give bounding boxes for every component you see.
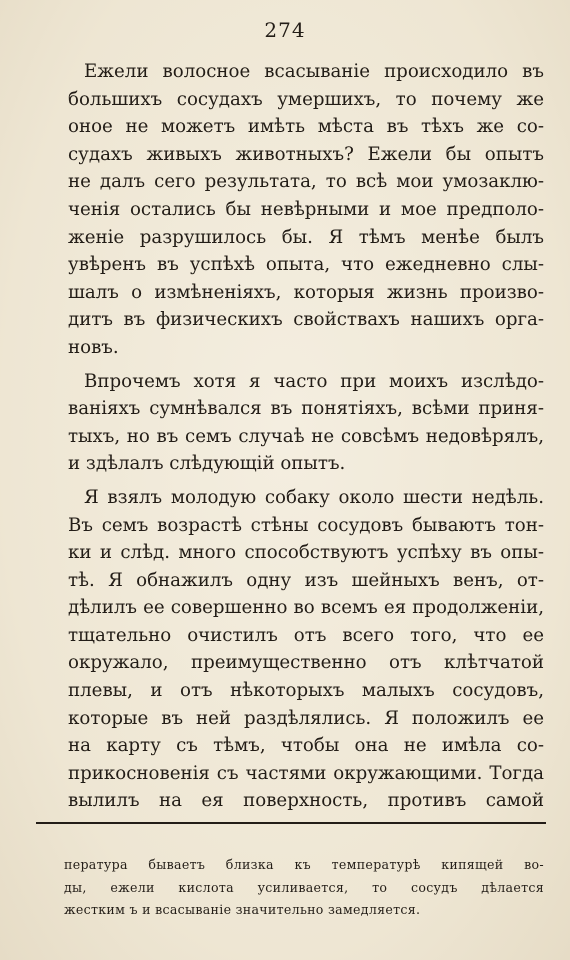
text-line: судахъ живыхъ животныхъ? Ежели бы опытъ (68, 143, 544, 165)
paragraph-2 (68, 368, 544, 478)
footnote-line: пература бываетъ близка къ температурѣ кипящей во- (64, 857, 544, 872)
text-line: дитъ въ физическихъ свойствахъ нашихъ орга- (68, 309, 544, 331)
text-line: Я взялъ молодую собаку около шести недѣль. (84, 486, 544, 508)
page-number: 274 (264, 18, 306, 42)
footnote-divider (36, 822, 546, 824)
text-line: вылилъ на ея поверхность, противъ самой (68, 790, 544, 812)
paragraph-3 (68, 484, 544, 815)
text-line: оное не можетъ имѣть мѣста въ тѣхъ же со- (68, 116, 544, 138)
text-line: шалъ о измѣненiяхъ, которыя жизнь произво- (68, 281, 544, 303)
text-line: Впрочемъ хотя я часто при моихъ изслѣдо- (84, 370, 544, 392)
text-line: не далъ сего результата, то всѣ мои умозаклю- (68, 171, 544, 193)
text-line: ченiя остались бы невѣрными и мое предполо- (68, 198, 544, 220)
text-line: на карту съ тѣмъ, чтобы она не имѣла со- (68, 735, 544, 757)
text-line: тщательно очистилъ отъ всего того, что ее (68, 624, 544, 646)
footnote-line: жестким ъ и всасыванiе значительно замедляется. (64, 902, 421, 917)
text-line: окружало, преимущественно отъ клѣтчатой (68, 652, 544, 674)
text-line: Въ семъ возрастѣ стѣны сосудовъ бываютъ тон- (68, 514, 544, 536)
text-line: Ежели волосное всасыванiе происходило въ (84, 61, 544, 82)
paragraph-1 (68, 58, 544, 362)
text-line: женiе разрушилось бы. Я тѣмъ менѣе былъ (68, 226, 544, 248)
text-line: ки и слѣд. много способствуютъ успѣху въ опы- (68, 542, 544, 564)
text-line: тѣ. Я обнажилъ одну изъ шейныхъ венъ, от- (68, 569, 544, 591)
text-line: плевы, и отъ нѣкоторыхъ малыхъ сосудовъ, (68, 680, 544, 702)
text-line: дѣлилъ ее совершенно во всемъ ея продолженiи, (68, 597, 544, 619)
text-line: большихъ сосудахъ умершихъ, то почему же (68, 88, 544, 110)
body-text (68, 58, 544, 815)
text-line: и здѣлалъ слѣдующiй опытъ. (68, 453, 346, 475)
footnote-line: ды, ежели кислота усиливается, то сосудъ дѣлается (64, 879, 544, 895)
text-line: прикосновенiя съ частями окружающими. Тогда (68, 762, 544, 784)
text-line: тыхъ, но въ семъ случаѣ не совсѣмъ недовѣрялъ, (68, 425, 544, 447)
text-line: новъ. (68, 336, 119, 358)
text-line: которые въ ней раздѣлялись. Я положилъ ее (68, 707, 544, 729)
footnote (64, 854, 544, 922)
text-line: ванiяхъ сумнѣвался въ понятiяхъ, всѣми приня- (68, 398, 544, 420)
text-line: увѣренъ въ успѣхѣ опыта, что ежедневно слы- (68, 254, 544, 276)
